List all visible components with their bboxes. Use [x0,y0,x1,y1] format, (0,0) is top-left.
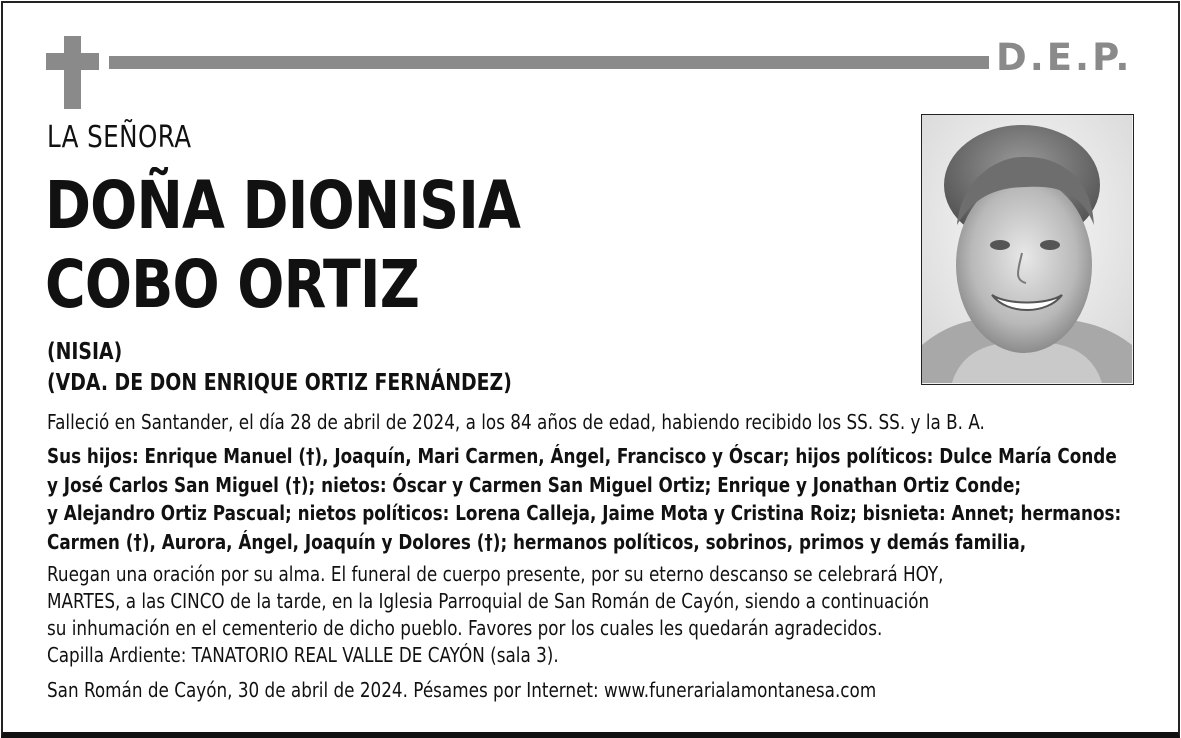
portrait-photo [921,114,1134,385]
footer-line: San Román de Cayón, 30 de abril de 2024. Pésames por Internet: www.funerarialamontanesa.com [47,678,877,702]
deceased-name-line1: DOÑA DIONISIA [45,167,521,244]
family-paragraph [47,442,1121,557]
dep-heading: D.E.P. [996,36,1133,79]
funeral-paragraph [47,561,944,669]
deceased-name-line2: COBO ORTIZ [45,246,420,323]
family-line: y José Carlos San Miguel (†); nietos: Óscar y Carmen San Miguel Ortiz; Enrique y Jonathan Ortiz Conde; [47,472,1022,497]
family-line: Carmen (†), Aurora, Ángel, Joaquín y Dolores (†); hermanos políticos, sobrinos, primos y demás familia, [47,530,1027,555]
family-line: y Alejandro Ortiz Pascual; nietos políticos: Lorena Calleja, Jaime Mota y Cristina Roiz; bisnieta: Annet; hermanos: [47,501,1122,526]
title-label: LA SEÑORA [47,120,192,155]
funeral-line: Ruegan una oración por su alma. El funeral de cuerpo presente, por su eterno descanso se celebrará HOY, [47,562,944,586]
widow-of: (VDA. DE DON ENRIQUE ORTIZ FERNÁNDEZ) [47,370,512,396]
death-notice: Falleció en Santander, el día 28 de abril de 2024, a los 84 años de edad, habiendo recibido los SS. SS. y la B. A. [47,410,985,434]
header-rule [109,56,989,69]
funeral-line: su inhumación en el cementerio de dicho pueblo. Favores por los cuales les quedarán agradecidos. [47,616,883,640]
family-line: Sus hijos: Enrique Manuel (†), Joaquín, Mari Carmen, Ángel, Francisco y Óscar; hijos políticos: Dulce María Conde [47,444,1117,468]
funeral-line: MARTES, a las CINCO de la tarde, en la Iglesia Parroquial de San Román de Cayón, siendo a continuación [47,589,930,613]
funeral-line: Capilla Ardiente: TANATORIO REAL VALLE DE CAYÓN (sala 3). [47,643,559,667]
nickname: (NISIA) [47,339,123,365]
